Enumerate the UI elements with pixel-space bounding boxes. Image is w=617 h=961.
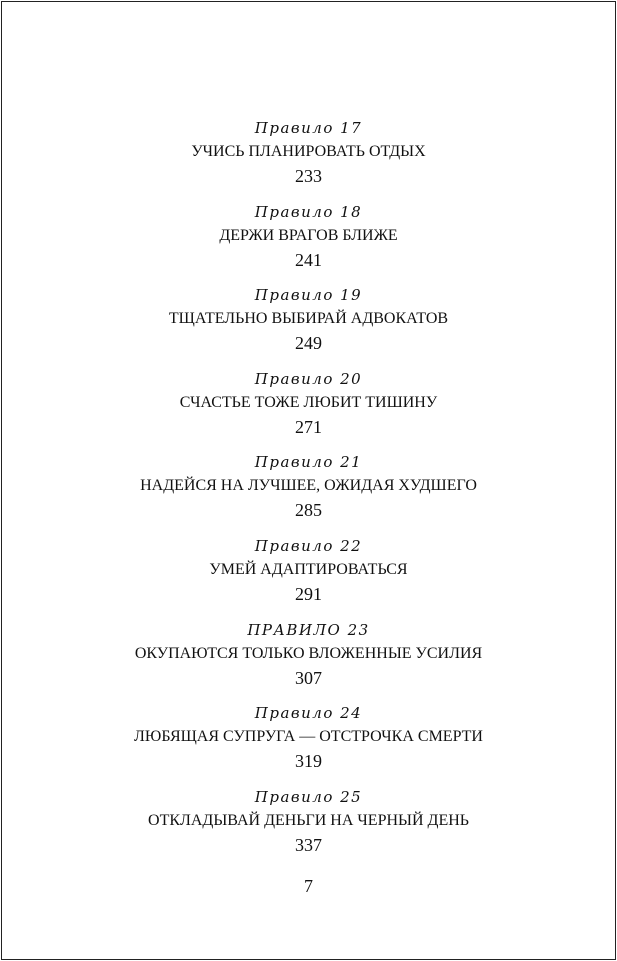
chapter-title: ЛЮБЯЩАЯ СУПРУГА — ОТСТРОЧКА СМЕРТИ (134, 728, 483, 746)
rule-label: Правило 17 (254, 119, 363, 137)
chapter-title: СЧАСТЬЕ ТОЖЕ ЛЮБИТ ТИШИНУ (179, 393, 438, 411)
page-number: 291 (295, 583, 322, 604)
toc-entry (0, 701, 617, 785)
page-number: 337 (295, 834, 322, 855)
rule-label: ПРАВИЛО 23 (247, 620, 370, 639)
rule-label: Правило 21 (254, 453, 363, 472)
chapter-title: УМЕЙ АДАПТИРОВАТЬСЯ (209, 560, 408, 578)
chapter-title: УЧИСЬ ПЛАНИРОВАТЬ ОТДЫХ (191, 143, 426, 160)
toc-entry (0, 785, 617, 869)
chapter-title: ОТКЛАДЫВАЙ ДЕНЬГИ НА ЧЕРНЫЙ ДЕНЬ (148, 811, 469, 829)
rule-label: Правило 24 (254, 704, 363, 723)
page-number: 271 (295, 416, 322, 437)
chapter-title: ТЩАТЕЛЬНО ВЫБИРАЙ АДВОКАТОВ (168, 310, 449, 328)
rule-label: Правило 20 (254, 369, 363, 388)
toc-entry (0, 450, 617, 534)
toc-entry (0, 534, 617, 618)
chapter-title: НАДЕЙСЯ НА ЛУЧШЕЕ, ОЖИДАЯ ХУДШЕГО (140, 477, 477, 495)
toc-entry (0, 367, 617, 451)
page-number: 307 (295, 667, 322, 688)
rule-label: Правило 25 (254, 787, 363, 806)
toc-entry (0, 116, 617, 200)
toc-entry (0, 283, 617, 367)
chapter-title: ОКУПАЮТСЯ ТОЛЬКО ВЛОЖЕННЫЕ УСИЛИЯ (134, 644, 483, 662)
folio-page-number: 7 (304, 876, 313, 896)
page-number: 233 (295, 166, 322, 186)
rule-label: Правило 22 (254, 536, 363, 555)
page-number: 241 (295, 249, 322, 270)
toc-entry (0, 200, 617, 284)
rule-label: Правило 18 (254, 202, 363, 221)
toc-entry (0, 618, 617, 702)
page-number: 319 (295, 751, 322, 772)
table-of-contents (0, 116, 617, 868)
page-number: 285 (295, 500, 322, 521)
page-number: 249 (295, 333, 322, 354)
rule-label: Правило 19 (254, 286, 363, 305)
chapter-title: ДЕРЖИ ВРАГОВ БЛИЖЕ (219, 226, 398, 244)
